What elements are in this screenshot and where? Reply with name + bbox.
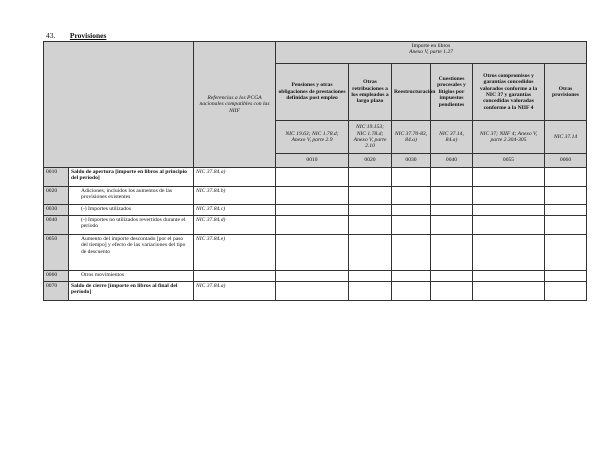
col-label-0010: Pensiones y otras obligaciones de prestaciones definidas post empleo bbox=[276, 64, 349, 121]
col-ref-0030: NIC 37.70-83, 84.a) bbox=[392, 121, 431, 154]
data-cell bbox=[473, 216, 545, 235]
row-code: 0060 bbox=[44, 271, 69, 282]
col-label-0030: Reestructuración bbox=[392, 64, 431, 121]
data-cell bbox=[473, 205, 545, 216]
col-ref-0010: NIC 19.63; NIC 1.78.d; Anexo V, parte 2.9 bbox=[276, 121, 349, 154]
col-code-0020: 0020 bbox=[349, 154, 392, 168]
row-label: Adiciones, incluidos los aumentos de las provisiones existentes bbox=[69, 187, 194, 205]
col-code-0010: 0010 bbox=[276, 154, 349, 168]
data-cell bbox=[545, 205, 587, 216]
ref-column-header: Referencias a los PCGA nacionales compatibles con las NIIF bbox=[194, 42, 276, 168]
data-cell bbox=[431, 187, 473, 205]
row-label: Aumento del importe descontado [por el paso del tiempo] y efecto de las variaciones del tipo de descuento bbox=[69, 235, 194, 271]
data-cell bbox=[392, 168, 431, 187]
group-subtitle: Anexo V, parte 1.27 bbox=[409, 49, 453, 56]
data-cell bbox=[545, 271, 587, 282]
data-cell bbox=[349, 205, 392, 216]
row-code: 0050 bbox=[44, 235, 69, 271]
col-ref-0060: NIC 37.14 bbox=[545, 121, 587, 154]
row-ref bbox=[194, 271, 276, 282]
data-cell bbox=[349, 235, 392, 271]
data-cell bbox=[545, 216, 587, 235]
data-cell bbox=[431, 216, 473, 235]
row-label: Otros movimientos bbox=[69, 271, 194, 282]
row-code: 0030 bbox=[44, 205, 69, 216]
data-cell bbox=[392, 235, 431, 271]
data-cell bbox=[276, 216, 349, 235]
data-cell bbox=[545, 187, 587, 205]
table-row bbox=[44, 168, 587, 187]
data-cell bbox=[349, 216, 392, 235]
col-label-0040: Cuestiones procesales y litigios por impuestos pendientes bbox=[431, 64, 473, 121]
col-code-0055: 0055 bbox=[473, 154, 545, 168]
table-row bbox=[44, 187, 587, 205]
data-cell bbox=[392, 282, 431, 301]
col-code-0060: 0060 bbox=[545, 154, 587, 168]
row-ref: NIC 37.84.a) bbox=[194, 282, 276, 301]
table-row bbox=[44, 235, 587, 271]
data-cell bbox=[349, 282, 392, 301]
data-cell bbox=[473, 271, 545, 282]
col-label-0060: Otras provisiones bbox=[545, 64, 587, 121]
row-label: (-) Importes utilizados bbox=[69, 205, 194, 216]
table-row bbox=[44, 282, 587, 301]
data-cell bbox=[392, 216, 431, 235]
data-cell bbox=[349, 187, 392, 205]
col-ref-0055: NIC 37; NIIF 4; Anexo V, parte 2.304-305 bbox=[473, 121, 545, 154]
col-code-0040: 0040 bbox=[431, 154, 473, 168]
col-label-0055: Otros compromisos y garantías concedidos valorados conforme a la NIC 37 y garantías concedidas valoradas conforme a la NIIF 4 bbox=[473, 64, 545, 121]
row-ref: NIC 37.84.b) bbox=[194, 187, 276, 205]
table-row bbox=[44, 216, 587, 235]
data-cell bbox=[545, 282, 587, 301]
data-cell bbox=[276, 168, 349, 187]
data-cell bbox=[431, 282, 473, 301]
section-heading bbox=[46, 31, 106, 40]
data-cell bbox=[473, 187, 545, 205]
provisions-table bbox=[43, 41, 587, 301]
data-cell bbox=[431, 205, 473, 216]
data-cell bbox=[431, 235, 473, 271]
data-cell bbox=[392, 271, 431, 282]
data-cell bbox=[276, 271, 349, 282]
row-code: 0010 bbox=[44, 168, 69, 187]
table-row bbox=[44, 205, 587, 216]
row-code: 0040 bbox=[44, 216, 69, 235]
row-code: 0020 bbox=[44, 187, 69, 205]
section-number: 43. bbox=[46, 31, 56, 40]
data-cell bbox=[473, 235, 545, 271]
col-ref-0040: NIC 37.14, 84.a) bbox=[431, 121, 473, 154]
data-cell bbox=[545, 235, 587, 271]
col-label-0020: Otras retribuciones a los empleados a largo plazo bbox=[349, 64, 392, 121]
section-title: Provisiones bbox=[69, 31, 107, 40]
row-ref: NIC 37.84.e) bbox=[194, 235, 276, 271]
data-cell bbox=[276, 282, 349, 301]
data-cell bbox=[349, 168, 392, 187]
blank-corner-cell bbox=[44, 42, 194, 168]
data-cell bbox=[392, 187, 431, 205]
row-label: Saldo de cierre [importe en libros al final del período] bbox=[69, 282, 194, 301]
row-label: (-) Importes no utilizados revertidos durante el período bbox=[69, 216, 194, 235]
group-title: Importe en libros bbox=[411, 43, 451, 49]
data-cell bbox=[276, 235, 349, 271]
col-ref-0020: NIC 19.153; NIC 1.78.d; Anexo V, parte 2.10 bbox=[349, 121, 392, 154]
row-code: 0070 bbox=[44, 282, 69, 301]
group-header bbox=[276, 42, 587, 64]
row-ref: NIC 37.84.d) bbox=[194, 216, 276, 235]
col-code-0030: 0030 bbox=[392, 154, 431, 168]
data-cell bbox=[545, 168, 587, 187]
row-ref: NIC 37.84.a) bbox=[194, 168, 276, 187]
data-cell bbox=[392, 205, 431, 216]
data-cell bbox=[431, 271, 473, 282]
data-cell bbox=[473, 282, 545, 301]
data-cell bbox=[431, 168, 473, 187]
row-ref: NIC 37.84.c) bbox=[194, 205, 276, 216]
table-row bbox=[44, 271, 587, 282]
data-cell bbox=[349, 271, 392, 282]
data-cell bbox=[276, 187, 349, 205]
row-label: Saldo de apertura [importe en libros al principio del período] bbox=[69, 168, 194, 187]
data-cell bbox=[473, 168, 545, 187]
data-cell bbox=[276, 205, 349, 216]
